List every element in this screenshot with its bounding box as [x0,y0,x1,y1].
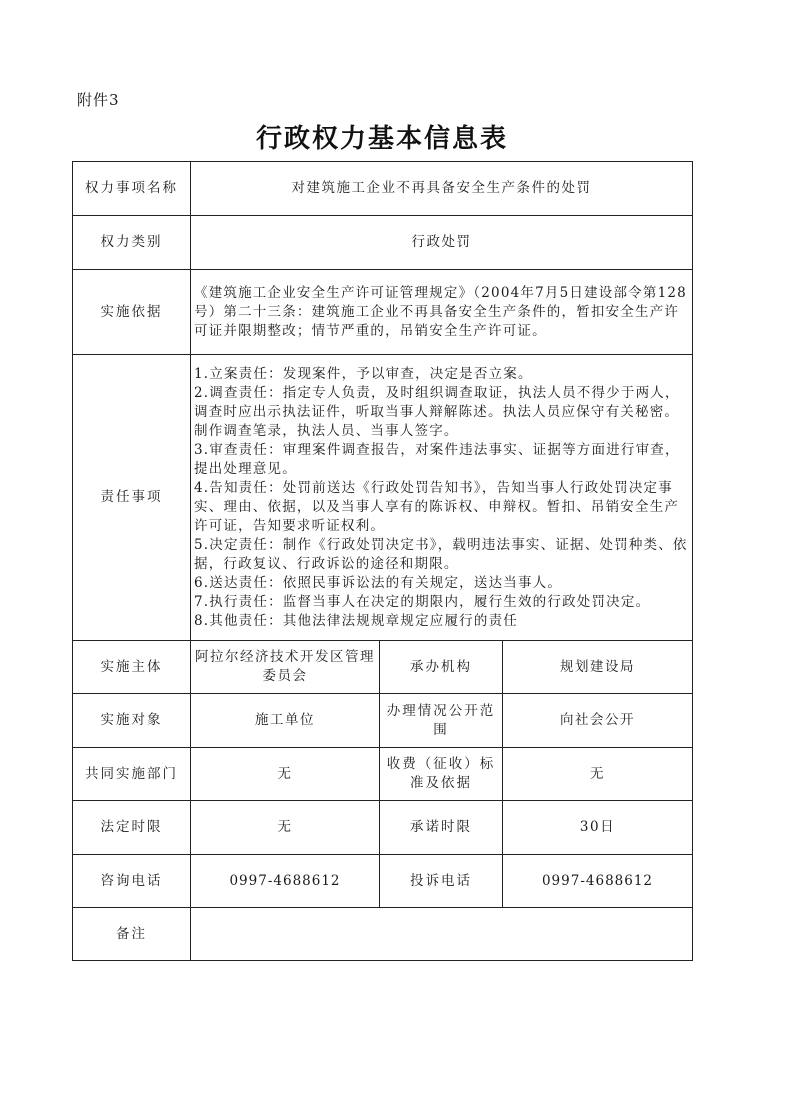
label-legal-limit: 法定时限 [73,801,191,855]
label-duties: 责任事项 [73,355,191,641]
label-agency: 承办机构 [380,641,503,694]
value-complaint-phone: 0997-4688612 [503,855,693,908]
value-joint: 无 [191,748,380,801]
value-agency: 规划建设局 [503,641,693,694]
label-disclosure: 办理情况公开范围 [380,694,503,748]
label-subject: 实施主体 [73,641,191,694]
label-promised-limit: 承诺时限 [380,801,503,855]
duty-item: 5.决定责任：制作《行政处罚决定书》，载明违法事实、证据、处罚种类、依据，行政复议、行政诉讼的途径和期限。 [194,536,688,572]
table-row-remark [73,908,693,961]
label-remark: 备注 [73,908,191,961]
duty-item: 3.审查责任：审理案件调查报告，对案件违法事实、证据等方面进行审查，提出处理意见。 [194,441,680,477]
table-row-name [73,162,693,216]
table-row-target [73,694,693,748]
table-row-phone [73,855,693,908]
value-legal-limit: 无 [191,801,380,855]
table-row-duties [73,355,693,641]
value-remark [191,908,693,961]
duty-item: 4.告知责任：处罚前送达《行政处罚告知书》，告知当事人行政处罚决定事实、理由、依据，以及当事人享有的陈诉权、申辩权。暂扣、吊销安全生产许可证，告知要求听证权利。 [194,479,680,534]
label-consult-phone: 咨询电话 [73,855,191,908]
label-name: 权力事项名称 [73,162,191,216]
table-row-limit [73,801,693,855]
value-duties [191,355,693,641]
label-target: 实施对象 [73,694,191,748]
label-basis: 实施依据 [73,270,191,355]
info-table [72,161,693,961]
value-name: 对建筑施工企业不再具备安全生产条件的处罚 [191,162,693,216]
value-fee: 无 [503,748,693,801]
duty-item: 2.调查责任：指定专人负责，及时组织调查取证，执法人员不得少于两人，调查时应出示执法证件，听取当事人辩解陈述。执法人员应保守有关秘密。制作调查笔录，执法人员、当事人签字。 [194,384,680,439]
table-row-category [73,216,693,270]
value-target: 施工单位 [191,694,380,748]
duty-item: 6.送达责任：依照民事诉讼法的有关规定，送达当事人。 [194,574,563,591]
label-category: 权力类别 [73,216,191,270]
duty-item: 8.其他责任：其他法律法规规章规定应履行的责任 [194,612,518,629]
value-promised-limit: 30日 [503,801,693,855]
value-subject: 阿拉尔经济技术开发区管理委员会 [191,641,380,694]
page-title: 行政权力基本信息表 [255,124,508,154]
duty-item: 7.执行责任：监督当事人在决定的期限内，履行生效的行政处罚决定。 [194,593,651,610]
value-consult-phone: 0997-4688612 [191,855,380,908]
table-row-joint [73,748,693,801]
duty-item: 1.立案责任：发现案件，予以审查，决定是否立案。 [194,365,533,382]
value-basis: 《建筑施工企业安全生产许可证管理规定》（2004年7月5日建设部令第128号）第二十三条：建筑施工企业不再具备安全生产条件的，暂扣安全生产许可证并限期整改；情节严重的，吊销安全生产许可证。 [191,270,693,355]
value-category: 行政处罚 [191,216,693,270]
label-fee: 收费（征收）标准及依据 [380,748,503,801]
label-joint: 共同实施部门 [73,748,191,801]
table-row-basis [73,270,693,355]
value-disclosure: 向社会公开 [503,694,693,748]
label-complaint-phone: 投诉电话 [380,855,503,908]
attachment-label: 附件3 [77,91,120,109]
table-row-subject [73,641,693,694]
